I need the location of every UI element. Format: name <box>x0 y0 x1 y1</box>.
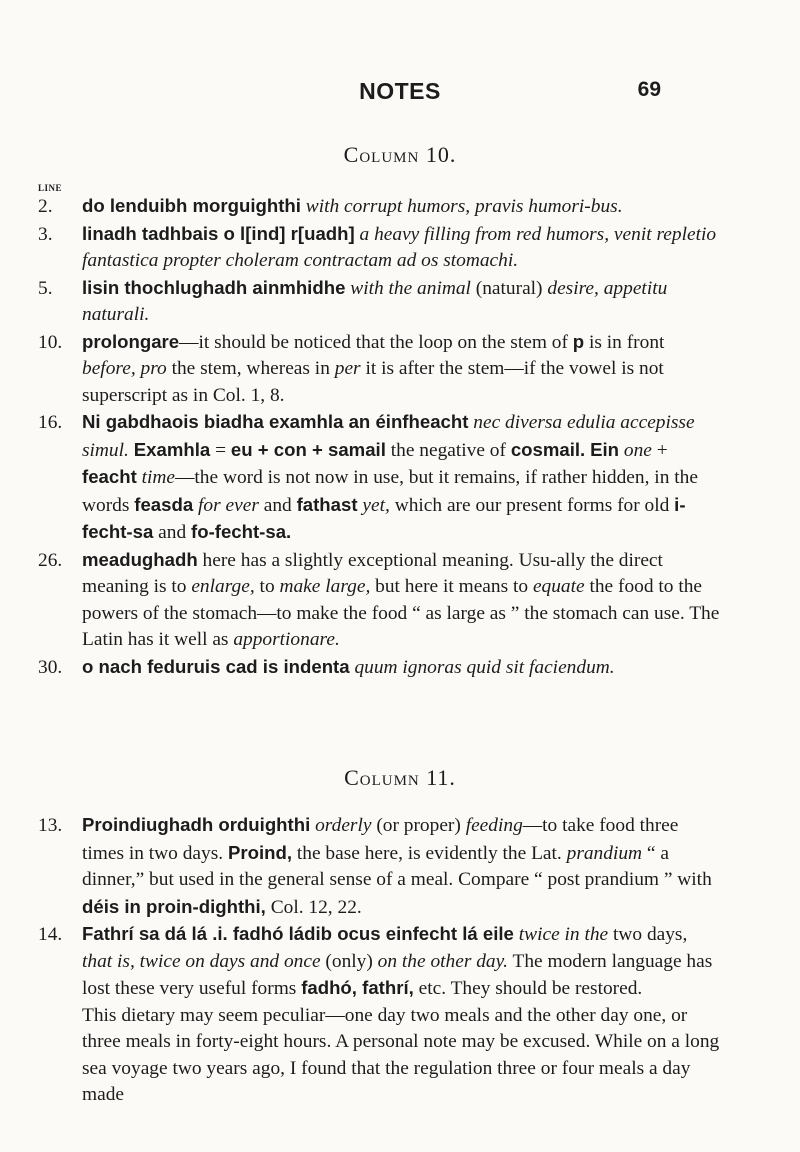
note-text: —to take food three times in two days. <box>82 815 679 864</box>
irish-word: déis in proin-dighthi, <box>82 895 266 917</box>
note-number: 26. <box>38 549 63 571</box>
note-text: (or proper) <box>371 815 466 836</box>
note-text: etc. They should be restored. <box>413 978 643 999</box>
translation: with corrupt humors, pravis humori-bus. <box>300 196 623 217</box>
note-line-10 <box>38 329 720 410</box>
note-number: 14. <box>38 924 63 945</box>
irish-word: cosmail. <box>510 438 586 460</box>
italic-text: for ever <box>198 494 259 516</box>
irish-phrase: linadh tadhbais o l[ind] r[uadh] <box>82 222 355 244</box>
note-line-13 <box>38 812 720 921</box>
column-10-heading: Column 10. <box>343 142 457 167</box>
italic-text: time <box>141 467 176 488</box>
note-paragraph: This dietary may seem peculiar—one day two meals and the other day one, or three meals in forty-eight hours. A personal note may be excused. While on a long sea voyage two years ago, I found that the regulation three or four meals a day made <box>82 1004 720 1105</box>
note-number: 5. <box>38 277 53 299</box>
translation: orderly <box>310 815 372 836</box>
note-line-14 <box>38 921 720 1003</box>
irish-word: feacht <box>82 466 137 487</box>
irish-word: Examhla <box>133 438 211 460</box>
irish-word: fadhó, fathrí, <box>301 977 414 998</box>
translation: with the animal <box>345 277 471 299</box>
note-text: The modern language has lost these very useful forms <box>82 950 713 999</box>
translation: twice in the <box>513 924 609 945</box>
irish-word: i-fecht-sa <box>82 493 686 542</box>
irish-word: feasda <box>134 493 194 515</box>
italic-text: prandium <box>566 842 643 864</box>
note-number: 13. <box>38 815 63 836</box>
irish-word: Proind, <box>227 841 293 863</box>
note-text: it is after the stem—if the vowel is not superscript as in Col. 1, 8. <box>82 358 664 406</box>
translation: that is, twice on days and once <box>82 950 321 972</box>
irish-word: fo-fecht-sa. <box>191 521 292 542</box>
column-11-heading: Column 11. <box>344 765 456 790</box>
page-header <box>0 78 800 108</box>
note-text: two days, <box>608 924 688 945</box>
note-text: “ a dinner,” but used in the general sense of a meal. Compare “ post prandium ” with <box>82 842 712 890</box>
italic-text: enlarge, <box>191 576 255 597</box>
irish-word: eu + con + samail <box>230 438 386 460</box>
note-number: 2. <box>38 196 53 217</box>
irish-phrase: do lenduibh morguighthi <box>82 195 301 216</box>
note-text: the stem, whereas in <box>166 358 335 379</box>
note-text: here has a slightly exceptional meaning. Usu-ally the direct meaning is to <box>82 549 663 597</box>
irish-phrase: Ni gabdhaois biadha examhla an éinfheacht <box>82 411 469 432</box>
irish-phrase: prolongare <box>82 330 180 352</box>
note-number: 3. <box>38 223 53 245</box>
note-text: and <box>258 494 297 516</box>
note-number: 10. <box>38 331 63 353</box>
irish-word: fathast <box>296 493 358 515</box>
italic-text: per <box>334 358 361 379</box>
italic-text: equate <box>532 576 585 597</box>
note-number: 30. <box>38 656 63 678</box>
translation: nec diversa edulia accepisse simul. <box>82 412 695 461</box>
note-line-16 <box>38 409 720 547</box>
notes-column-10 <box>38 193 720 681</box>
notes-column-11 <box>38 812 720 1109</box>
translation: a heavy filling from red humors, venit repletio fantastica propter choleram contractam ad os stomachi. <box>82 223 717 271</box>
line-label: LINE <box>38 183 63 193</box>
translation: desire, appetitu naturali. <box>82 277 668 325</box>
note-text: Col. 12, 22. <box>265 896 362 918</box>
translation: on the other day. <box>377 950 508 972</box>
italic-text: yet, <box>362 494 390 516</box>
note-text: —the word is not now in use, but it remains, if rather hidden, in the words <box>82 467 698 516</box>
note-text: the negative of <box>385 439 511 461</box>
note-text: and <box>153 522 192 543</box>
italic-text: one <box>623 439 652 461</box>
note-number: 16. <box>38 412 63 433</box>
note-line-5 <box>38 275 720 329</box>
note-text: + <box>651 439 668 461</box>
note-text: the food to the powers of the stomach—to make the food “ as large as ” the stomach can use. The Latin has it well as <box>82 576 720 650</box>
irish-phrase: Fathrí sa dá lá .i. fadhó ládib ocus einfecht lá eile <box>82 923 514 944</box>
note-text: but here it means to <box>370 576 533 597</box>
irish-phrase: lisin thochlughadh ainmhidhe <box>82 276 346 298</box>
running-title: NOTES <box>359 78 441 104</box>
irish-letter: p <box>572 330 585 352</box>
note-text: (only) <box>320 950 378 972</box>
translation: feeding <box>465 815 523 836</box>
italic-text: before, pro <box>82 358 167 379</box>
note-line-30 <box>38 654 720 682</box>
note-text: which are our present forms for old <box>389 494 675 516</box>
italic-text: apportionare. <box>233 629 340 650</box>
note-text: —it should be noticed that the loop on the stem of <box>179 331 573 353</box>
irish-phrase: Proindiughadh orduighthi <box>82 814 311 835</box>
note-text: = <box>210 439 231 461</box>
italic-text: make large, <box>279 576 371 597</box>
note-text: (natural) <box>470 277 548 299</box>
irish-phrase: meadughadh <box>82 548 198 570</box>
irish-phrase: o nach feduruis cad is indenta <box>82 655 350 677</box>
note-text: the base here, is evidently the Lat. <box>292 842 567 864</box>
note-line-2 <box>38 193 720 221</box>
translation: quum ignoras quid sit faciendum. <box>349 656 615 678</box>
note-text: to <box>254 576 280 597</box>
page-number: 69 <box>637 78 661 101</box>
note-line-26 <box>38 547 720 654</box>
irish-word: Ein <box>590 438 620 460</box>
note-text: is in front <box>584 331 665 353</box>
note-line-3 <box>38 221 720 275</box>
